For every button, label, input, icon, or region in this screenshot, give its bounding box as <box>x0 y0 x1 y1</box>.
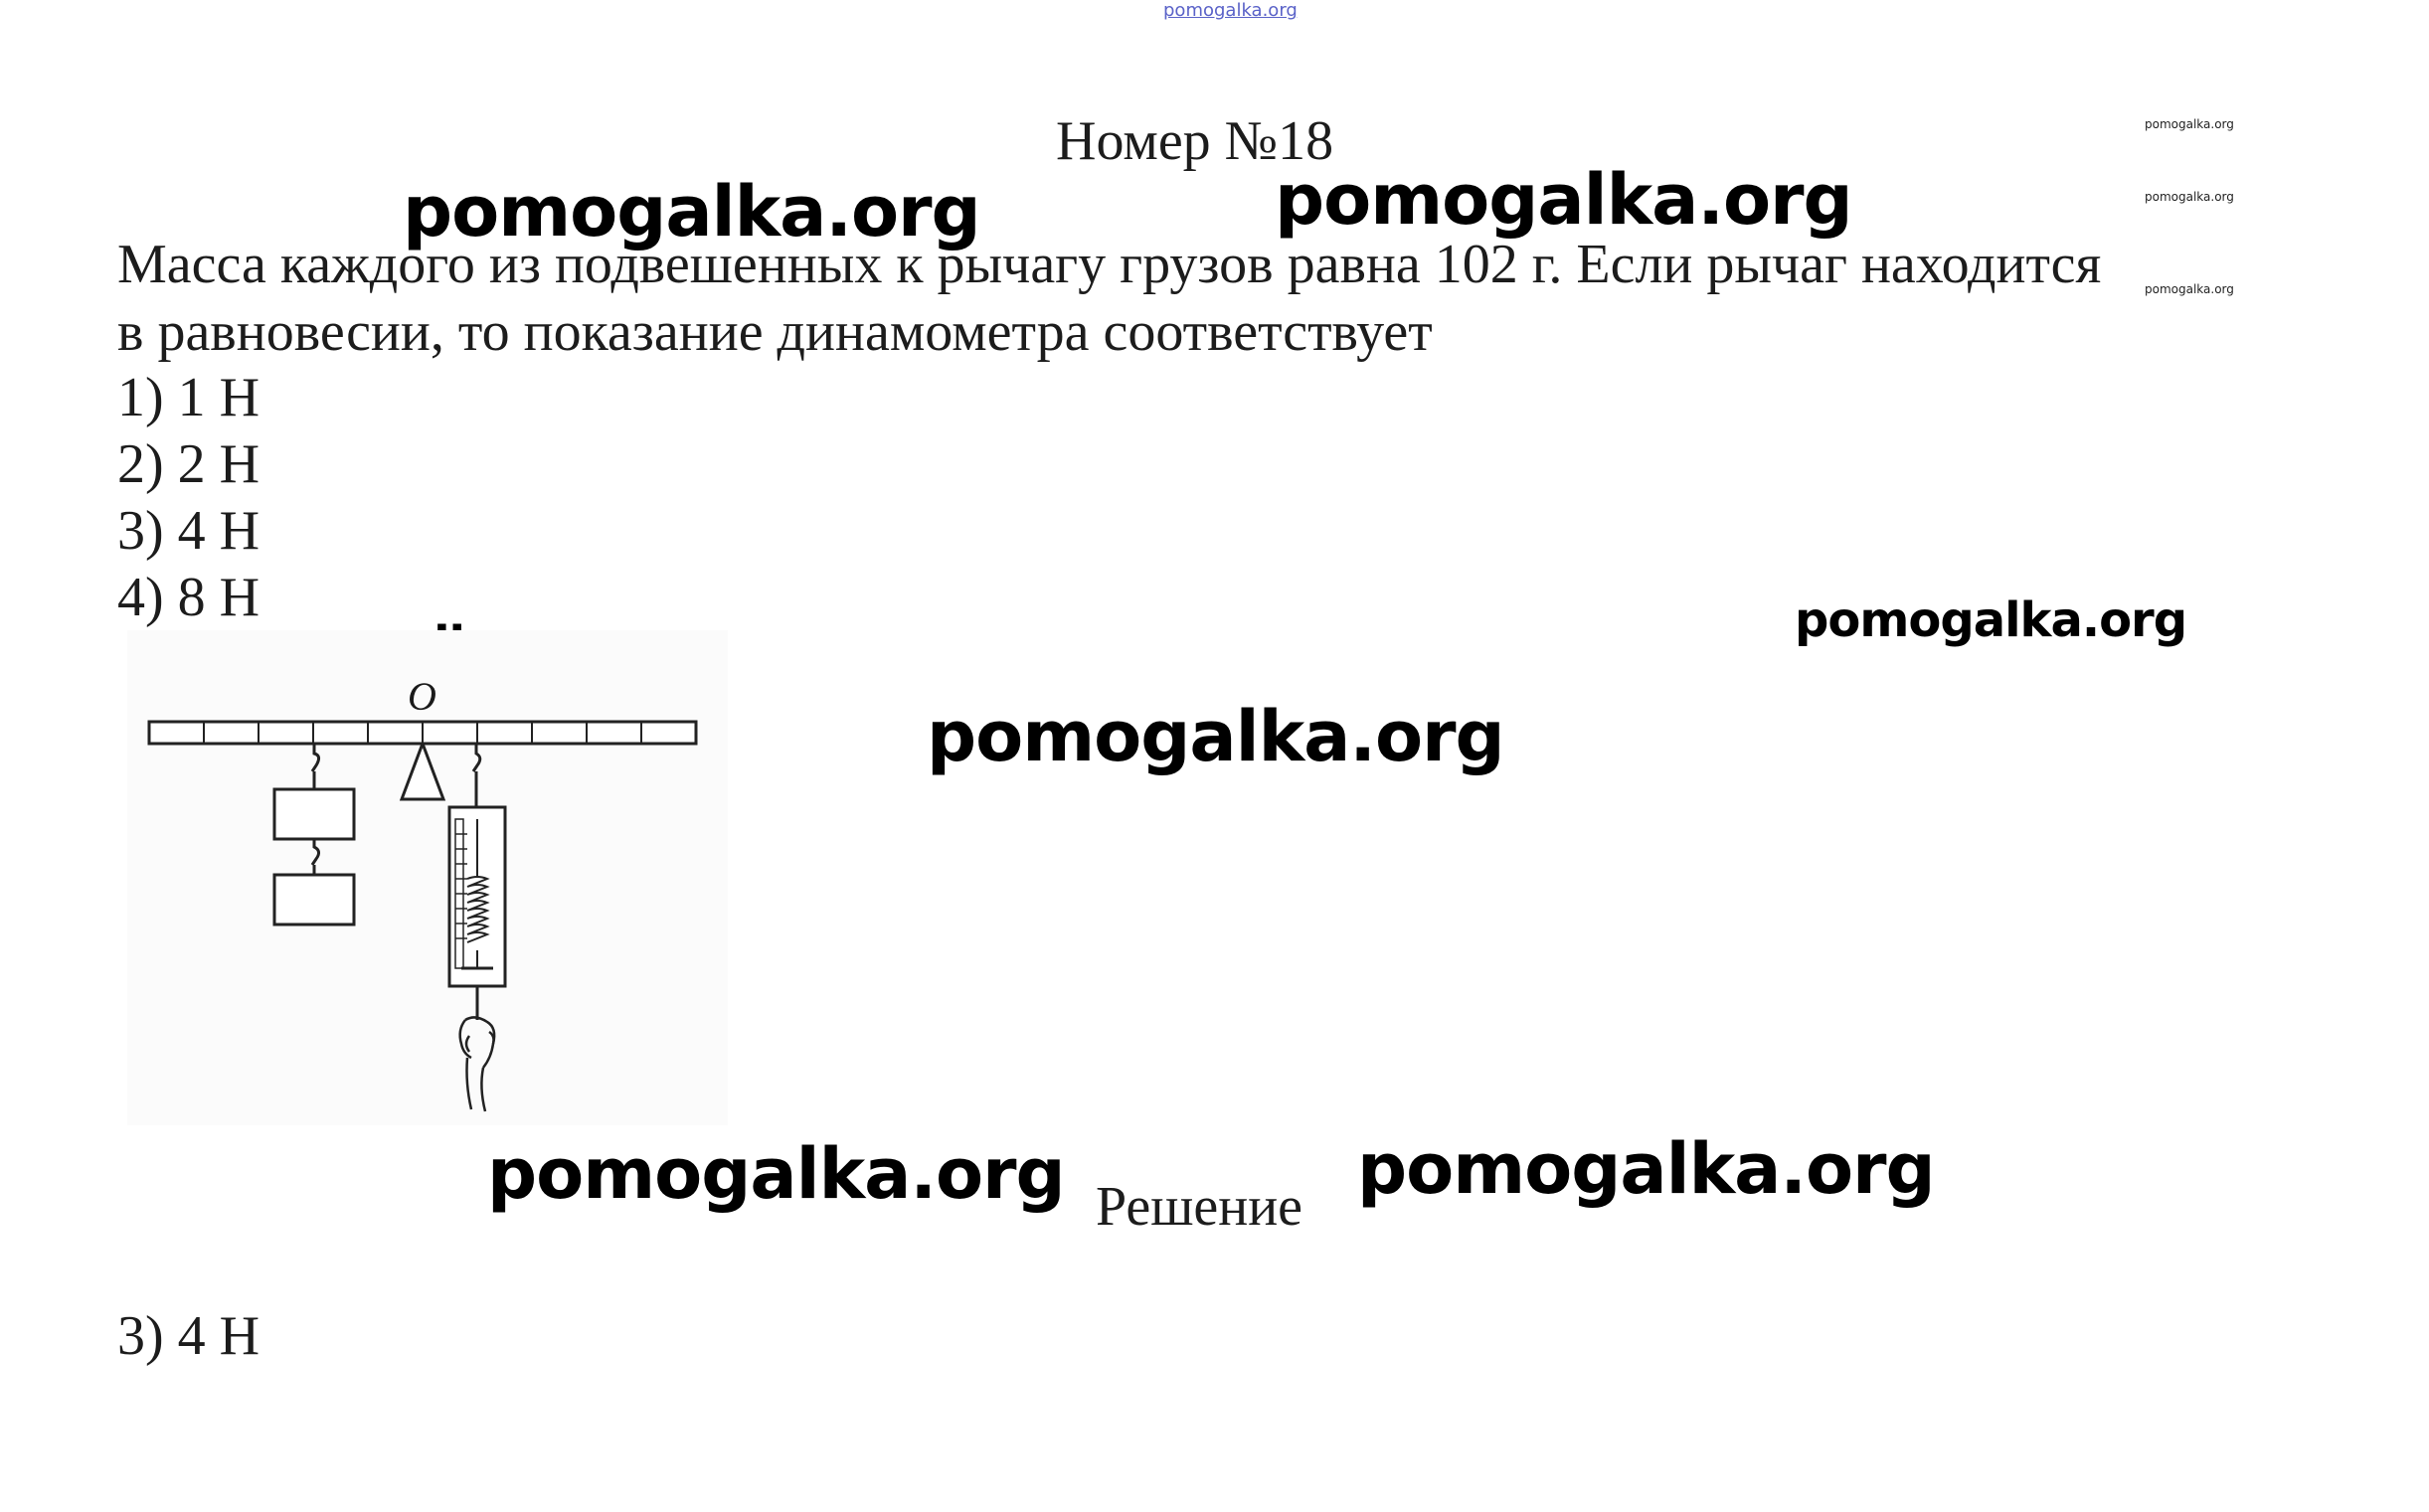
pivot-label: O <box>408 674 436 719</box>
large-watermark-5: pomogalka.org <box>927 696 1504 777</box>
answer-option-3: 3) 4 Н <box>117 500 260 562</box>
lever-diagram <box>127 630 728 1125</box>
top-watermark-link[interactable]: pomogalka.org <box>1163 0 1298 21</box>
large-watermark-4: pomogalka.org <box>1795 592 2187 648</box>
small-watermark-1: pomogalka.org <box>2145 117 2234 131</box>
pivot-support <box>402 744 443 799</box>
lever-figure <box>127 630 728 1125</box>
large-watermark-1: pomogalka.org <box>403 171 980 252</box>
problem-title: Номер №18 <box>1056 110 1334 172</box>
solution-heading: Решение <box>1096 1176 1303 1238</box>
hand-icon <box>460 1017 494 1111</box>
large-watermark-2: pomogalka.org <box>1275 159 1852 241</box>
problem-text-line-2: в равновесии, то показание динамометра соответствует <box>117 301 1433 363</box>
answer-option-2: 2) 2 Н <box>117 433 260 495</box>
hanging-weights <box>274 744 354 924</box>
answer-option-4: 4) 8 Н <box>117 567 260 628</box>
dynamometer <box>449 744 505 1020</box>
small-watermark-2: pomogalka.org <box>2145 190 2234 204</box>
solution-answer: 3) 4 Н <box>117 1305 260 1367</box>
large-watermark-7: pomogalka.org <box>1357 1128 1935 1210</box>
large-watermark-6: pomogalka.org <box>487 1133 1065 1215</box>
small-watermark-3: pomogalka.org <box>2145 282 2234 296</box>
answer-option-1: 1) 1 Н <box>117 367 260 428</box>
problem-text-line-1: Масса каждого из подвешенных к рычагу грузов равна 102 г. Если рычаг находится <box>117 234 2102 295</box>
